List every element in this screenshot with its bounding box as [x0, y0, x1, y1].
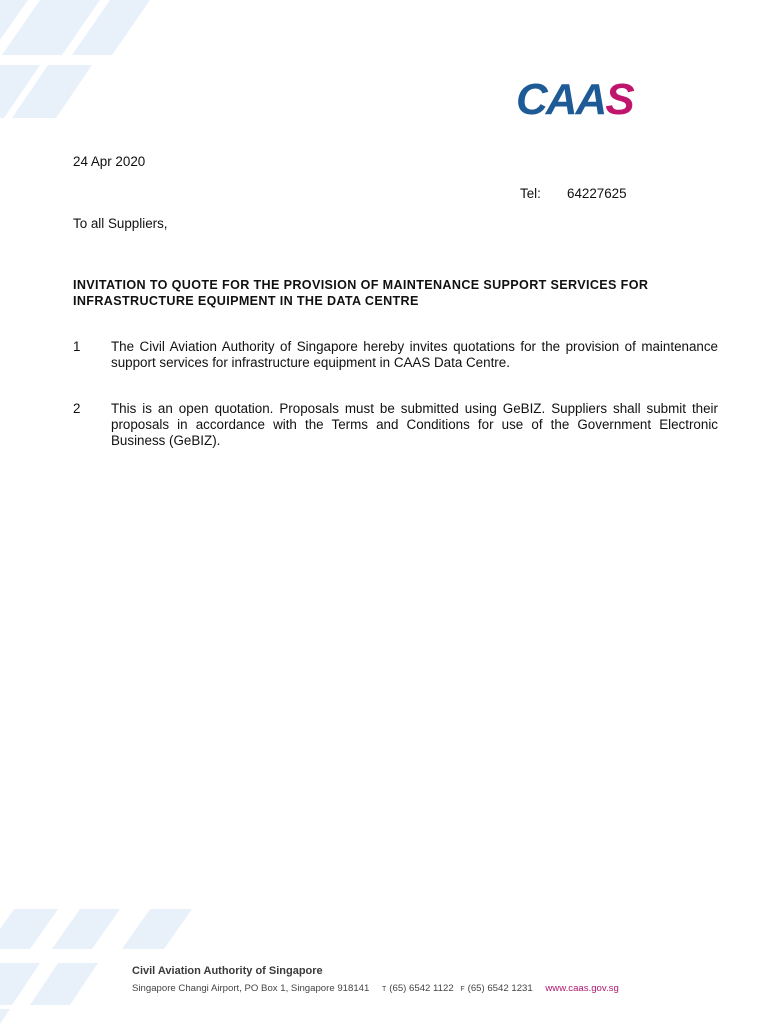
svg-text:CAAS: CAAS [516, 75, 633, 120]
salutation: To all Suppliers, [73, 216, 168, 231]
paragraph-number: 2 [73, 401, 81, 416]
footer-tel-label: T [382, 986, 387, 993]
footer-contact-line [132, 982, 752, 997]
letter-date: 24 Apr 2020 [73, 154, 146, 169]
paragraph-text: The Civil Aviation Authority of Singapore hereby invites quotations for the provision of maintenance support services for infrastructure equipment in CAAS Data Centre. [111, 339, 718, 370]
footer-organisation: Civil Aviation Authority of Singapore [132, 965, 323, 977]
paragraph-text: This is an open quotation. Proposals must be submitted using GeBIZ. Suppliers shall submit their proposals in accordance with the Terms and Conditions for use of the Government Electronic Business (GeBIZ). [111, 401, 718, 448]
paragraph-number: 1 [73, 339, 81, 354]
decorative-stripes-top [0, 0, 160, 120]
tel-number: 64227625 [567, 186, 627, 201]
footer-fax-label: F [460, 986, 465, 993]
caas-logo [516, 74, 668, 120]
tel-label: Tel: [520, 186, 541, 201]
paragraph-2 [73, 401, 718, 449]
footer-address: Singapore Changi Airport, PO Box 1, Singapore 918141 [132, 983, 370, 994]
footer-website-link[interactable]: www.caas.gov.sg [545, 983, 619, 994]
letterhead-footer [132, 964, 752, 997]
footer-tel: (65) 6542 1122 [389, 983, 454, 994]
footer-fax: (65) 6542 1231 [467, 983, 533, 994]
subject-heading: INVITATION TO QUOTE FOR THE PROVISION OF MAINTENANCE SUPPORT SERVICES FOR INFRASTRUCTURE EQUIPMENT IN THE DATA CENTRE [73, 278, 649, 308]
paragraph-1 [73, 339, 718, 371]
